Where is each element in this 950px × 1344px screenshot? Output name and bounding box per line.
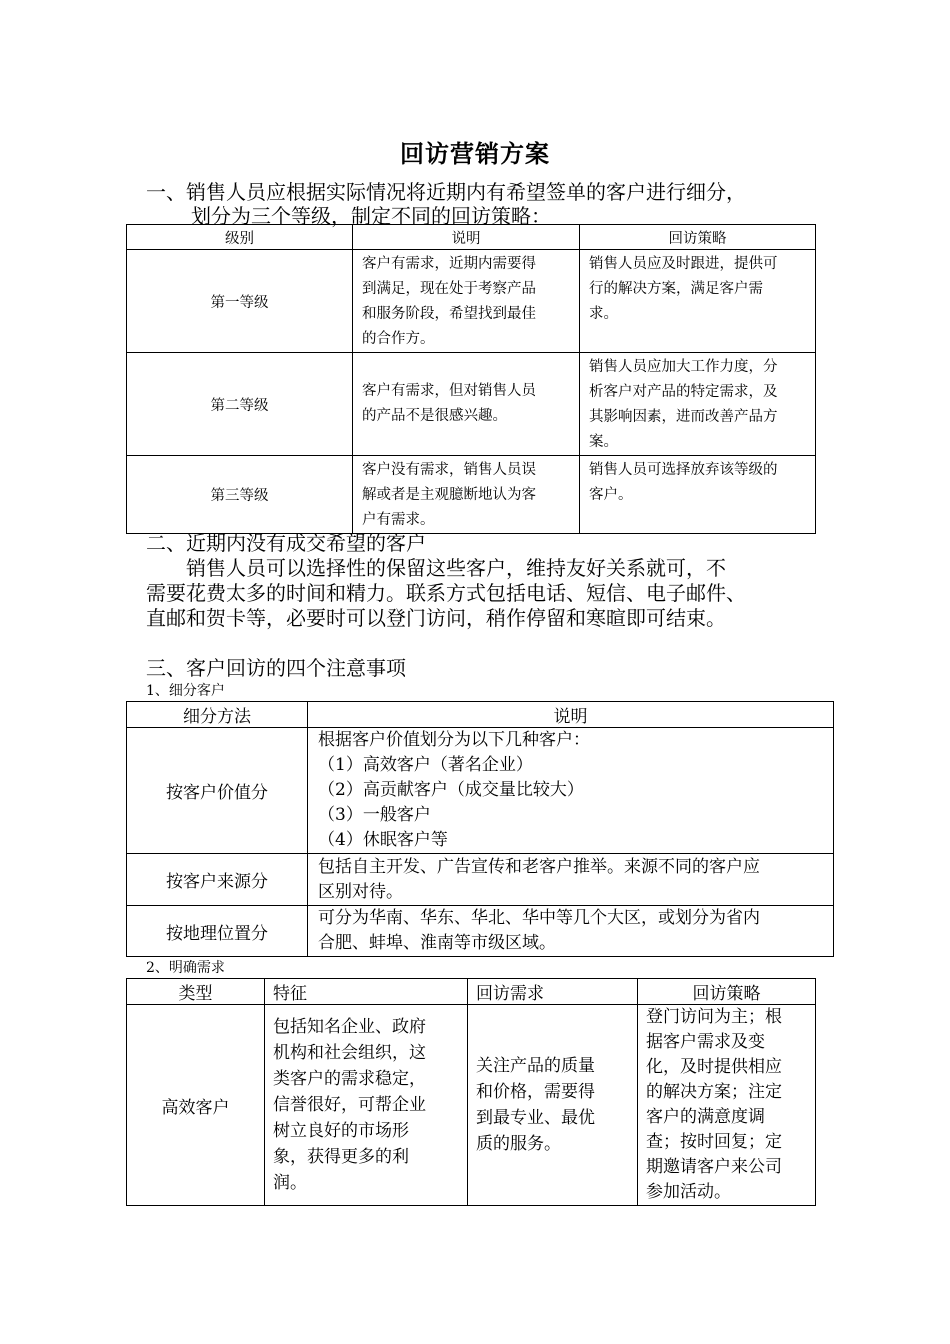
level-cell: 第一等级 <box>127 250 353 353</box>
method-cell: 按客户价值分 <box>127 728 308 854</box>
text-line: 客户的满意度调 <box>646 1107 765 1127</box>
text-line: 据客户需求及变 <box>646 1032 765 1052</box>
text-line: 求。 <box>589 306 618 322</box>
text-line: 客户有需求，但对销售人员 <box>362 383 536 399</box>
text-line: 析客户对产品的特定需求，及 <box>589 384 778 400</box>
text-line: 其影响因素，进而改善产品方 <box>589 409 778 425</box>
strategy-cell <box>580 456 816 534</box>
text-line: 销售人员应及时跟进，提供可 <box>589 256 778 272</box>
feature-cell <box>265 1005 468 1206</box>
text-line: 类客户的需求稳定， <box>273 1069 426 1089</box>
section1-heading-line1: 一、销售人员应根据实际情况将近期内有希望签单的客户进行细分， <box>146 180 746 204</box>
text-line: 根据客户价值划分为以下几种客户： <box>318 730 590 750</box>
section1-heading-line2: 划分为三个等级，制定不同的回访策略： <box>191 204 551 228</box>
text-line: 客户没有需求，销售人员误 <box>362 462 536 478</box>
section2-paragraph-line: 需要花费太多的时间和精力。联系方式包括电话、短信、电子邮件、 <box>146 581 746 605</box>
text-line: 区别对待。 <box>318 881 403 902</box>
table-row <box>127 906 834 957</box>
table-row <box>127 456 816 534</box>
text-line: 客户有需求，近期内需要得 <box>362 256 536 272</box>
method-cell: 按客户来源分 <box>127 854 308 906</box>
text-line: （4）休眠客户等 <box>318 830 448 850</box>
section2-heading: 二、近期内没有成交希望的客户 <box>146 531 426 555</box>
text-line: 解或者是主观臆断地认为客 <box>362 487 536 503</box>
header-method: 细分方法 <box>127 702 308 728</box>
type-cell: 高效客户 <box>127 1005 265 1206</box>
description-cell <box>353 250 580 353</box>
text-line: 销售人员应加大工作力度，分 <box>589 359 778 375</box>
description-cell <box>308 854 834 906</box>
description-cell <box>353 353 580 456</box>
table-row <box>127 1005 816 1206</box>
level-cell: 第三等级 <box>127 456 353 534</box>
table-row <box>127 854 834 906</box>
table-row <box>127 250 816 353</box>
text-line: 的产品不是很感兴趣。 <box>362 408 507 424</box>
header-description: 说明 <box>353 225 580 250</box>
text-line: （1）高效客户（著名企业） <box>318 755 533 775</box>
text-line: 的解决方案；注定 <box>646 1082 782 1102</box>
description-cell <box>308 906 834 957</box>
header-level: 级别 <box>127 225 353 250</box>
text-line: 销售人员可选择放弃该等级的 <box>589 462 778 478</box>
text-line: 象，获得更多的利 <box>273 1147 409 1167</box>
header-strategy: 回访策略 <box>580 225 816 250</box>
text-line: 和服务阶段，希望找到最佳 <box>362 306 536 322</box>
text-line: 登门访问为主；根 <box>646 1007 782 1027</box>
document-title: 回访营销方案 <box>400 139 550 168</box>
text-line: 期邀请客户来公司 <box>646 1157 782 1177</box>
header-need: 回访需求 <box>468 979 638 1005</box>
text-line: 包括自主开发、广告宣传和老客户推举。来源不同的客户应 <box>318 856 760 877</box>
text-line: 关注产品的质量 <box>476 1056 595 1076</box>
customer-level-table <box>126 224 816 534</box>
method-cell: 按地理位置分 <box>127 906 308 957</box>
customer-needs-table <box>126 978 816 1206</box>
text-line: 到满足，现在处于考察产品 <box>362 281 536 297</box>
header-type: 类型 <box>127 979 265 1005</box>
text-line: 合肥、蚌埠、淮南等市级区域。 <box>318 933 556 953</box>
text-line: 户有需求。 <box>362 512 435 528</box>
text-line: 到最专业、最优 <box>476 1108 595 1128</box>
text-line: 客户。 <box>589 487 633 503</box>
table-row <box>127 353 816 456</box>
need-cell <box>468 1005 638 1206</box>
strategy-cell <box>580 353 816 456</box>
text-line: 可分为华南、华东、华北、华中等几个大区，或划分为省内 <box>318 908 760 928</box>
text-line: 信誉很好，可帮企业 <box>273 1095 426 1115</box>
text-line: 机构和社会组织，这 <box>273 1043 426 1063</box>
text-line: 质的服务。 <box>476 1134 561 1154</box>
customer-segmentation-table <box>126 701 834 957</box>
section2-paragraph-line: 直邮和贺卡等，必要时可以登门访问，稍作停留和寒暄即可结束。 <box>146 606 726 630</box>
strategy-cell <box>638 1005 816 1206</box>
header-description: 说明 <box>308 702 834 728</box>
subsection-heading: 2、明确需求 <box>146 960 225 976</box>
subsection-heading: 1、细分客户 <box>146 683 225 699</box>
text-line: 行的解决方案，满足客户需 <box>589 281 763 297</box>
text-line: 包括知名企业、政府 <box>273 1017 426 1037</box>
description-cell <box>353 456 580 534</box>
text-line: 化，及时提供相应 <box>646 1057 782 1077</box>
text-line: （2）高贡献客户（成交量比较大） <box>318 780 584 800</box>
text-line: 的合作方。 <box>362 331 435 347</box>
section2-paragraph-line: 销售人员可以选择性的保留这些客户，维持友好关系就可，不 <box>186 556 726 580</box>
table-header-row <box>127 225 816 250</box>
description-cell <box>308 728 834 854</box>
header-strategy: 回访策略 <box>638 979 816 1005</box>
text-line: （3）一般客户 <box>318 805 431 825</box>
table-row <box>127 728 834 854</box>
text-line: 查；按时回复；定 <box>646 1132 782 1152</box>
header-feature: 特征 <box>265 979 468 1005</box>
table-header-row <box>127 702 834 728</box>
text-line: 案。 <box>589 434 618 450</box>
text-line: 参加活动。 <box>646 1182 731 1202</box>
text-line: 和价格，需要得 <box>476 1082 595 1102</box>
level-cell: 第二等级 <box>127 353 353 456</box>
table-header-row <box>127 979 816 1005</box>
text-line: 树立良好的市场形 <box>273 1121 409 1141</box>
text-line: 润。 <box>273 1173 307 1193</box>
section3-heading: 三、客户回访的四个注意事项 <box>146 656 406 680</box>
strategy-cell <box>580 250 816 353</box>
